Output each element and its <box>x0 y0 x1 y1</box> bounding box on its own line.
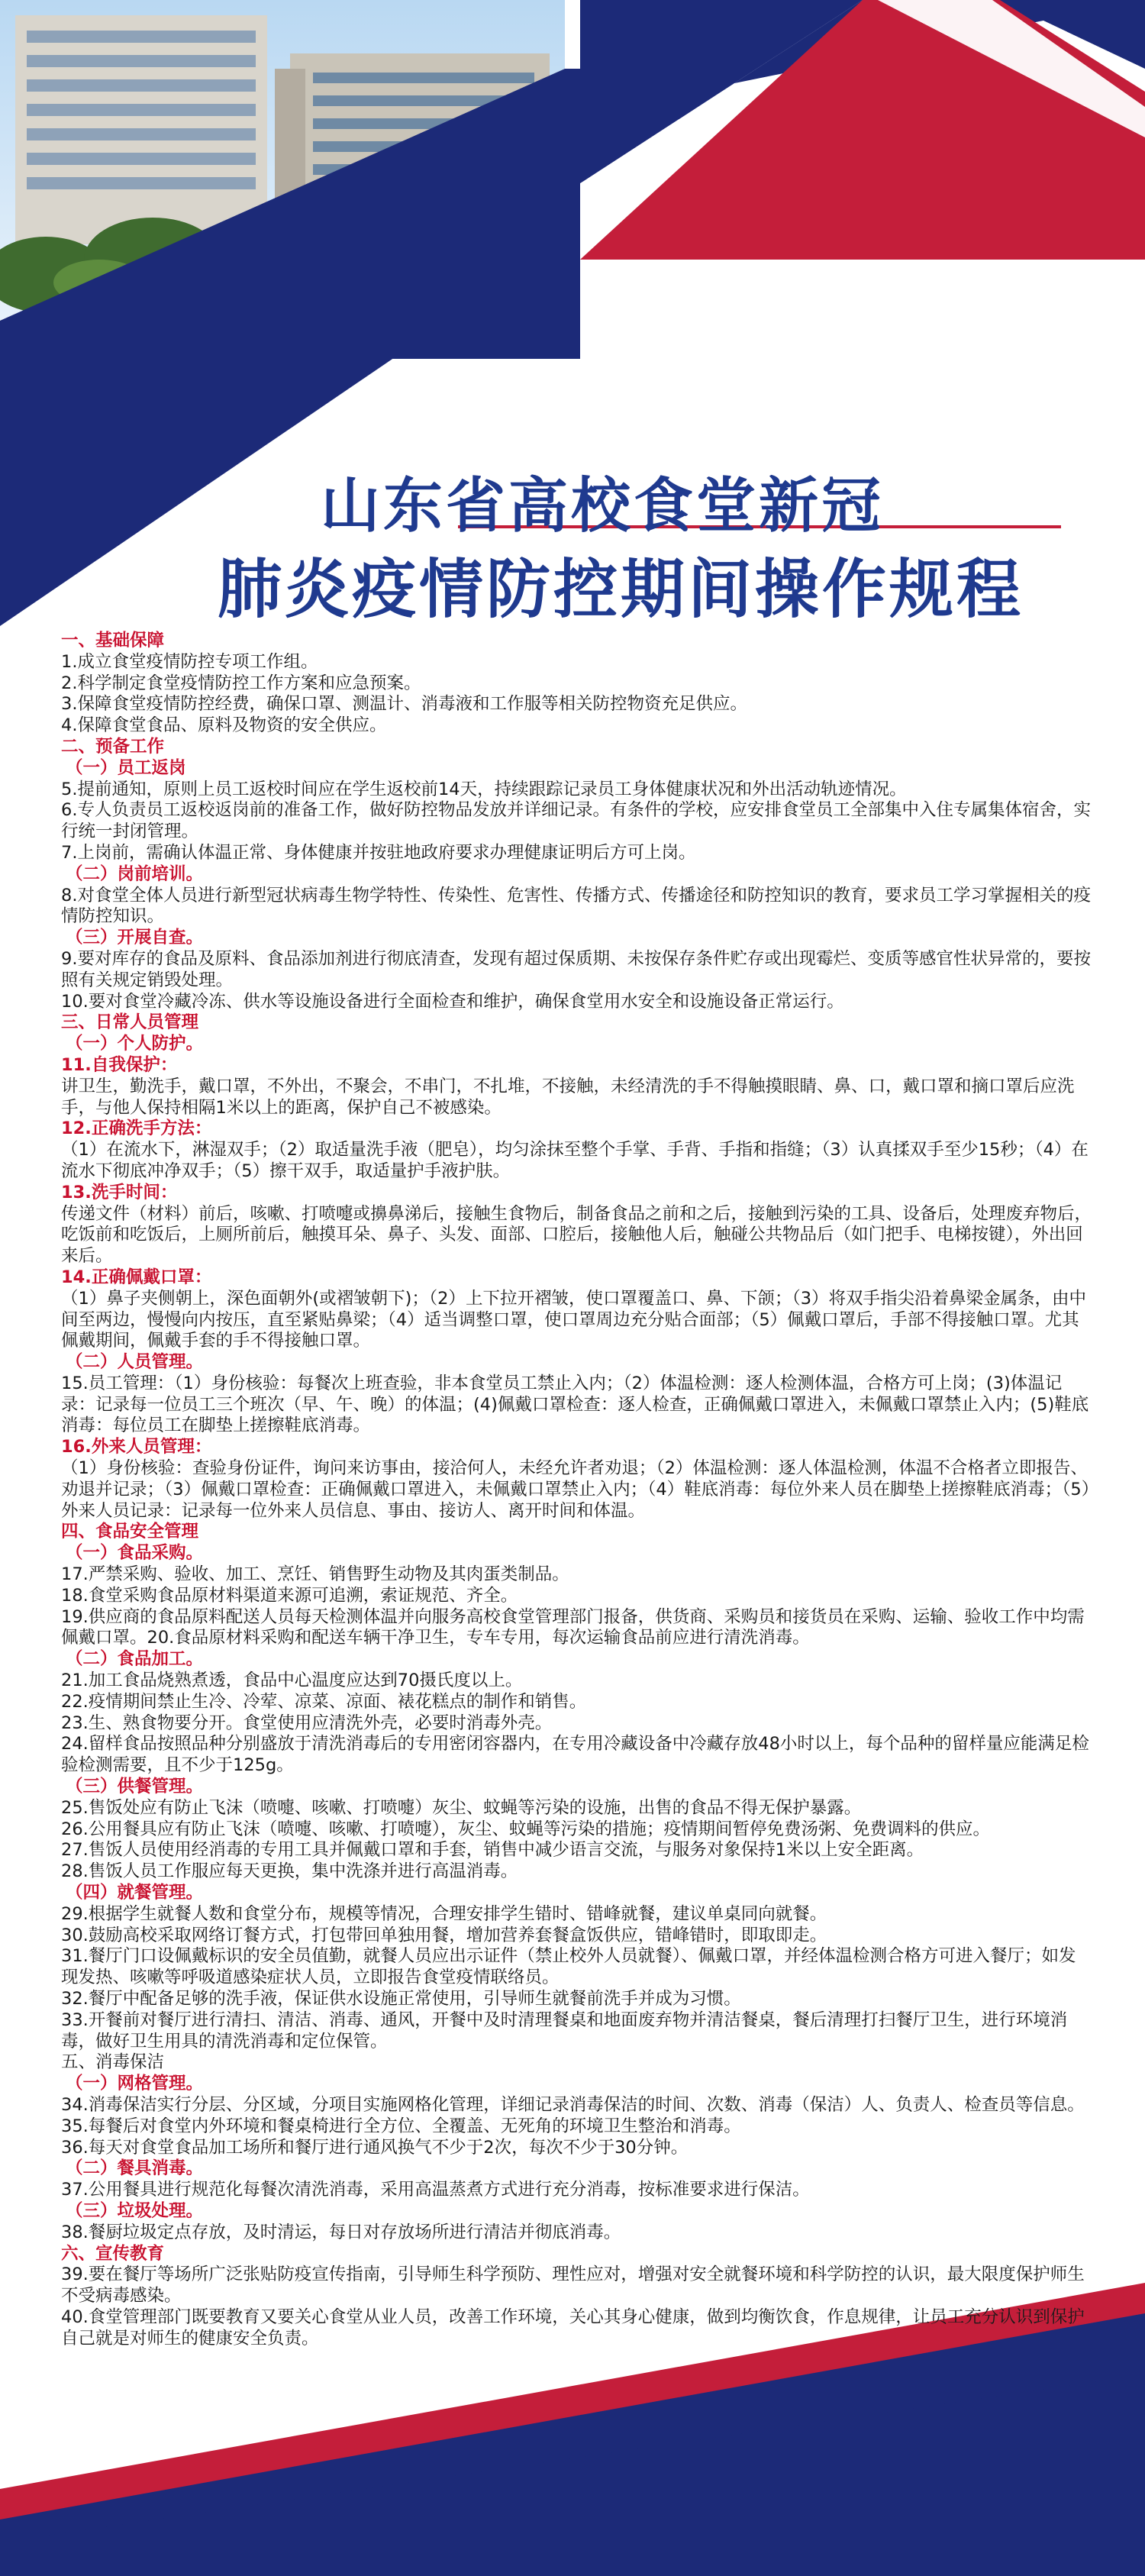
paragraph: 1.成立食堂疫情防控专项工作组。 <box>61 651 318 672</box>
paragraph: 7.上岗前，需确认体温正常、身体健康并按驻地政府要求办理健康证明后方可上岗。 <box>61 842 696 863</box>
item-lead: 14.正确佩戴口罩： <box>61 1267 212 1287</box>
paragraph: （1）身份核验：查验身份证件，询问来访事由，接洽何人，未经允许者劝退；（2）体温检测：逐人体温检测，体温不合格者立即报告、劝退并记录；（3）佩戴口罩检查：正确佩戴口罩进入，未佩戴口罩禁止入内；（4）鞋底消毒：每位外来人员在脚垫上搓擦鞋底消毒；（5）外来人员记录：记录每一位外来人员信息、事由、接访人、离开时间和体温。 <box>61 1458 1090 1521</box>
paragraph: 39.要在餐厅等场所广泛张贴防疫宣传指南，引导师生科学预防、理性应对，增强对安全就餐环境和科学防控的认识，最大限度保护师生不受病毒感染。 <box>61 2264 1085 2306</box>
paragraph: 4.保障食堂食品、原料及物资的安全供应。 <box>61 715 387 736</box>
paragraph: 29.根据学生就餐人数和食堂分布，规模等情况，合理安排学生错时、错峰就餐，建议单桌同向就餐。 <box>61 1903 827 1924</box>
paragraph: 26.公用餐具应有防止飞沫（喷嚏、咳嗽、打喷嚏），灰尘、蚊蝇等污染的措施；疫情期间暂停免费汤粥、免费调料的供应。 <box>61 1819 991 1839</box>
section-heading: 二、预备工作 <box>61 736 165 757</box>
paragraph: （1）鼻子夹侧朝上，深色面朝外(或褶皱朝下)；（2）上下拉开褶皱，使口罩覆盖口、鼻、下颌；（3）将双手指尖沿着鼻梁金属条，由中间至两边，慢慢向内按压，直至紧贴鼻梁；（4）适当调整口罩，使口罩周边充分贴合面部；（5）佩戴口罩后，手部不得接触口罩。尤其佩戴期间，佩戴手套的手不得接触口罩。 <box>61 1288 1087 1351</box>
paragraph: 25.售饭处应有防止飞沫（喷嚏、咳嗽、打喷嚏）灰尘、蚊蝇等污染的设施，出售的食品不得无保护暴露。 <box>61 1797 862 1818</box>
section-heading: 六、宣传教育 <box>61 2243 165 2264</box>
subsection-heading: （三）垃圾处理。 <box>66 2200 204 2221</box>
paragraph: 22.疫情期间禁止生冷、冷荤、凉菜、凉面、裱花糕点的制作和销售。 <box>61 1691 587 1712</box>
subsection-heading: （一）网格管理。 <box>66 2074 204 2094</box>
section-heading: 四、食品安全管理 <box>61 1522 199 1542</box>
paragraph: 23.生、熟食物要分开。食堂使用应清洗外壳，必要时消毒外壳。 <box>61 1712 553 1733</box>
paragraph: 38.餐厨垃圾定点存放，及时清运，每日对存放场所进行清洁并彻底消毒。 <box>61 2222 621 2242</box>
paragraph: 五、消毒保洁 <box>61 2052 165 2073</box>
paragraph: 31.餐厅门口设佩戴标识的安全员值勤，就餐人员应出示证件（禁止校外人员就餐）、佩戴口罩，并经体温检测合格方可进入餐厅；如发现发热、咳嗽等呼吸道感染症状人员，立即报告食堂疫情联络员。 <box>61 1946 1076 1988</box>
poster-title-line2: 肺炎疫情防控期间操作规程 <box>218 552 1024 627</box>
paragraph: 37.公用餐具进行规范化每餐次清洗消毒，采用高温蒸煮方式进行充分消毒，按标准要求进行保洁。 <box>61 2180 810 2200</box>
paragraph: 27.售饭人员使用经消毒的专用工具并佩戴口罩和手套，销售中减少语言交流，与服务对象保持1米以上安全距离。 <box>61 1840 924 1861</box>
paragraph: 传递文件（材料）前后，咳嗽、打喷嚏或擤鼻涕后，接触生食物后，制备食品之前和之后，接触到污染的工具、设备后，处理废弃物后，吃饭前和吃饭后，上厕所前后，触摸耳朵、鼻子、头发、面部、口腔后，接触他人后，触碰公共物品后（如门把手、电梯按键），外出回来后。 <box>61 1203 1092 1267</box>
paragraph: 34.消毒保洁实行分层、分区域，分项目实施网格化管理，详细记录消毒保洁的时间、次数、消毒（保洁）人、负责人、检查员等信息。 <box>61 2094 1085 2115</box>
paragraph: 5.提前通知，原则上员工返校时间应在学生返校前14天，持续跟踪记录员工身体健康状况和外出活动轨迹情况。 <box>61 779 907 799</box>
subsection-heading: （二）餐具消毒。 <box>66 2158 204 2179</box>
item-lead: 11.自我保护： <box>61 1054 178 1075</box>
item-lead: 16.外来人员管理： <box>61 1437 212 1457</box>
paragraph: 24.留样食品按照品种分别盛放于清洗消毒后的专用密闭容器内，在专用冷藏设备中冷藏存放48小时以上，每个品种的留样量应能满足检验检测需要，且不少于125g。 <box>61 1734 1089 1776</box>
regulation-body <box>61 631 1092 2350</box>
subsection-heading: （二）食品加工。 <box>66 1649 204 1670</box>
paragraph: 21.加工食品烧熟煮透，食品中心温度应达到70摄氏度以上。 <box>61 1671 523 1691</box>
subsection-heading: （一）食品采购。 <box>66 1543 204 1564</box>
subsection-heading: （三）供餐管理。 <box>66 1777 204 1797</box>
paragraph: 35.每餐后对食堂内外环境和餐桌椅进行全方位、全覆盖、无死角的环境卫生整治和消毒。 <box>61 2116 741 2136</box>
paragraph: 6.专人负责员工返校返岗前的准备工作，做好防控物品发放并详细记录。有条件的学校，应安排食堂员工全部集中入住专属集体宿舍，实行统一封闭管理。 <box>61 800 1091 842</box>
paragraph: 30.鼓励高校采取网络订餐方式，打包带回单独用餐，增加营养套餐盒饭供应，错峰错时，即取即走。 <box>61 1925 827 1945</box>
poster-title-line1: 山东省高校食堂新冠 <box>321 472 885 541</box>
paragraph: 15.员工管理：（1）身份核验：每餐次上班查验，非本食堂员工禁止入内；（2）体温检测：逐人检测体温，合格方可上岗；(3)体温记录：记录每一位员工三个班次（早、午、晚）的体温；(4)佩戴口罩检查：逐人检查，正确佩戴口罩进入，未佩戴口罩禁止入内；(5)鞋底消毒：每位员工在脚垫上搓擦鞋底消毒。 <box>61 1373 1089 1436</box>
paragraph: 8.对食堂全体人员进行新型冠状病毒生物学特性、传染性、危害性、传播方式、传播途径和防控知识的教育，要求员工学习掌握相关的疫情防控知识。 <box>61 885 1091 927</box>
subsection-heading: （二）人员管理。 <box>66 1352 204 1373</box>
paragraph: 40.食堂管理部门既要教育又要关心食堂从业人员，改善工作环境，关心其身心健康，做到均衡饮食，作息规律，让员工充分认识到保护自己就是对师生的健康安全负责。 <box>61 2306 1085 2348</box>
item-lead: 12.正确洗手方法： <box>61 1119 212 1139</box>
campus-building-photo <box>0 0 580 359</box>
subsection-heading: （一）员工返岗 <box>66 757 186 778</box>
paragraph: 17.严禁采购、验收、加工、烹饪、销售野生动物及其肉蛋类制品。 <box>61 1564 569 1585</box>
paragraph: 32.餐厅中配备足够的洗手液，保证供水设施正常使用，引导师生就餐前洗手并成为习惯。 <box>61 1989 741 2009</box>
paragraph: 3.保障食堂疫情防控经费，确保口罩、测温计、消毒液和工作服等相关防控物资充足供应。 <box>61 694 747 715</box>
section-heading: 一、基础保障 <box>61 631 165 650</box>
subsection-heading: （三）开展自查。 <box>66 928 204 948</box>
paragraph: 36.每天对食堂食品加工场所和餐厅进行通风换气不少于2次，每次不少于30分钟。 <box>61 2137 689 2158</box>
subsection-heading: （二）岗前培训。 <box>66 864 204 884</box>
paragraph: （1）在流水下，淋湿双手；（2）取适量洗手液（肥皂），均匀涂抹至整个手掌、手背、手指和指缝；（3）认真揉双手至少15秒；（4）在流水下彻底冲净双手；（5）擦干双手，取适量护手液护肤。 <box>61 1140 1089 1181</box>
paragraph: 19.供应商的食品原料配送人员每天检测体温并向服务高校食堂管理部门报备，供货商、采购员和接货员在采购、运输、验收工作中均需佩戴口罩。20.食品原材料采购和配送车辆干净卫生，专车专用，每次运输食品前应进行清洗消毒。 <box>61 1606 1085 1648</box>
section-heading: 三、日常人员管理 <box>61 1012 199 1033</box>
paragraph: 讲卫生，勤洗手，戴口罩，不外出，不聚会，不串门，不扎堆，不接触，未经清洗的手不得触摸眼睛、鼻、口，戴口罩和摘口罩后应洗手，与他人保持相隔1米以上的距离，保护自己不被感染。 <box>61 1076 1075 1118</box>
paragraph: 10.要对食堂冷藏冷冻、供水等设施设备进行全面检查和维护，确保食堂用水安全和设施设备正常运行。 <box>61 991 844 1012</box>
paragraph: 18.食堂采购食品原材料渠道来源可追溯，索证规范、齐全。 <box>61 1585 518 1606</box>
subsection-heading: （一）个人防护。 <box>66 1034 204 1054</box>
item-lead: 13.洗手时间： <box>61 1182 178 1202</box>
subsection-heading: （四）就餐管理。 <box>66 1883 204 1903</box>
paragraph: 2.科学制定食堂疫情防控工作方案和应急预案。 <box>61 673 421 693</box>
paragraph: 28.售饭人员工作服应每天更换，集中洗涤并进行高温消毒。 <box>61 1861 518 1882</box>
paragraph: 33.开餐前对餐厅进行清扫、清洁、消毒、通风，开餐中及时清理餐桌和地面废弃物并清洁餐桌，餐后清理打扫餐厅卫生，进行环境消毒，做好卫生用具的清洗消毒和定位保管。 <box>61 2009 1068 2051</box>
paragraph: 9.要对库存的食品及原料、食品添加剂进行彻底清查，发现有超过保质期、未按保存条件贮存或出现霉烂、变质等感官性状异常的，要按照有关规定销毁处理。 <box>61 948 1091 990</box>
